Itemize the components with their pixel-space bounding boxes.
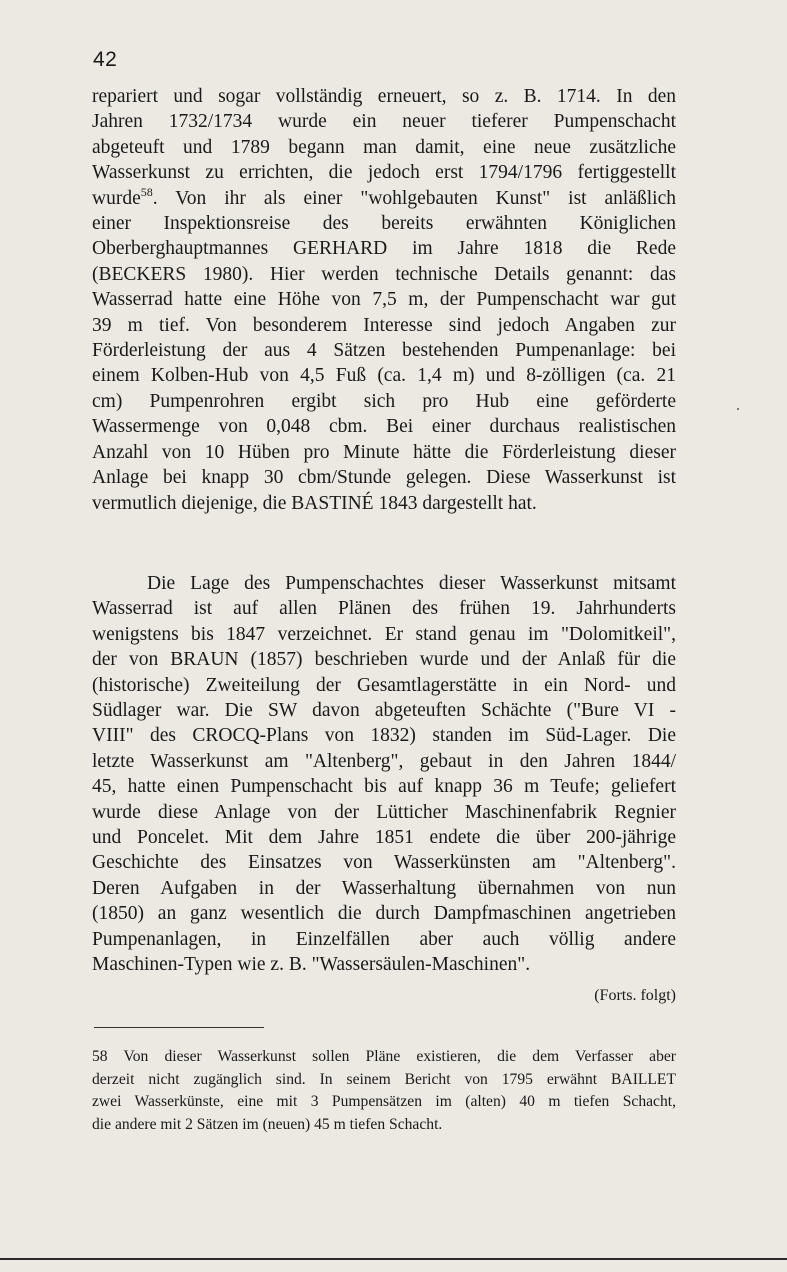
- text-line: der von BRAUN (1857) beschrieben wurde und der Anlaß für die: [92, 649, 676, 671]
- text-line: und Poncelet. Mit dem Jahre 1851 endete die über 200-jährige: [92, 827, 676, 849]
- text-line: abgeteuft und 1789 begann man damit, eine neue zusätzliche: [92, 136, 676, 158]
- footnote-line: die andere mit 2 Sätzen im (neuen) 45 m tiefen Schacht.: [92, 1115, 443, 1133]
- footnote-line: zwei Wasserkünste, eine mit 3 Pumpensätzen im (alten) 40 m tiefen Schacht,: [92, 1093, 676, 1110]
- text-line: Die Lage des Pumpenschachtes dieser Wasserkunst mitsamt: [147, 573, 676, 594]
- text-line: (BECKERS 1980). Hier werden technische Details genannt: das: [92, 263, 676, 285]
- paragraph-2: [92, 571, 676, 978]
- footnote: [92, 1046, 676, 1136]
- text-line: einem Kolben-Hub von 4,5 Fuß (ca. 1,4 m) und 8-zölligen (ca. 21: [92, 365, 676, 387]
- page-number: 42: [93, 48, 118, 71]
- text-line: Geschichte des Einsatzes von Wasserkünsten am "Altenberg".: [92, 852, 676, 874]
- text-line: VIII" des CROCQ-Plans von 1832) standen im Süd-Lager. Die: [92, 725, 676, 747]
- text-line: Wasserrad ist auf allen Plänen des frühen 19. Jahrhunderts: [92, 598, 676, 620]
- punctuation: .: [152, 187, 158, 209]
- text-line: wenigstens bis 1847 verzeichnet. Er stand genau im "Dolomitkeil",: [92, 623, 676, 645]
- text-line: Südlager war. Die SW davon abgeteuften Schächte ("Bure VI -: [92, 700, 676, 722]
- footnote-line: [92, 1046, 676, 1069]
- text-line: Deren Aufgaben in der Wasserhaltung übernahmen von nun: [92, 877, 676, 899]
- text-line: 45, hatte einen Pumpenschacht bis auf knapp 36 m Teufe; geliefert: [92, 776, 676, 798]
- page-bottom-edge: [0, 1258, 787, 1260]
- text-line: cm) Pumpenrohren ergibt sich pro Hub eine geförderte: [92, 390, 676, 412]
- text-line: Förderleistung der aus 4 Sätzen bestehenden Pumpenanlage: bei: [92, 340, 676, 362]
- text-line: vermutlich diejenige, die BASTINÉ 1843 dargestellt hat.: [92, 492, 537, 514]
- text-line: wurde diese Anlage von der Lütticher Maschinenfabrik Regnier: [92, 801, 676, 823]
- paragraph-1: [92, 84, 676, 516]
- text-line: Oberberghauptmannes GERHARD im Jahre 1818 die Rede: [92, 238, 676, 260]
- footnote-reference[interactable]: 58: [140, 184, 153, 199]
- text-line-with-footnote: [92, 186, 676, 211]
- text-line: Maschinen-Typen wie z. B. "Wassersäulen-Maschinen".: [92, 954, 531, 976]
- text-line: 39 m tief. Von besonderem Interesse sind jedoch Angaben zur: [92, 314, 676, 336]
- text-line: einer Inspektionsreise des bereits erwähnten Königlichen: [92, 213, 676, 235]
- text-line: Wassermenge von 0,048 cbm. Bei einer durchaus realistischen: [92, 416, 676, 438]
- text-line: (historische) Zweiteilung der Gesamtlagerstätte in ein Nord- und: [92, 674, 676, 696]
- text-line: Anzahl von 10 Hüben pro Minute hätte die Förderleistung dieser: [92, 441, 676, 463]
- text-line: letzte Wasserkunst am "Altenberg", gebaut in den Jahren 1844/: [92, 750, 676, 772]
- text-line: Anlage bei knapp 30 cbm/Stunde gelegen. Diese Wasserkunst ist: [92, 467, 676, 489]
- text-line: Jahren 1732/1734 wurde ein neuer tieferer Pumpenschacht: [92, 111, 676, 133]
- text-line: repariert und sogar vollständig erneuert, so z. B. 1714. In den: [92, 86, 676, 107]
- text-line: (1850) an ganz wesentlich die durch Dampfmaschinen angetrieben: [92, 903, 676, 925]
- text-line: Wasserkunst zu errichten, die jedoch erst 1794/1796 fertiggestellt: [92, 162, 676, 184]
- line-remainder: Von ihr als einer "wohlgebauten Kunst" ist anläßlich: [175, 187, 676, 209]
- continuation-note: (Forts. folgt): [594, 987, 676, 1004]
- page-speck: [737, 408, 739, 410]
- footnote-number: 58: [92, 1048, 108, 1065]
- text-line: Wasserrad hatte eine Höhe von 7,5 m, der Pumpenschacht war gut: [92, 289, 676, 311]
- footnote-divider: [94, 1027, 264, 1028]
- footnote-line: derzeit nicht zugänglich sind. In seinem Bericht von 1795 erwähnt BAILLET: [92, 1070, 676, 1088]
- word: wurde: [92, 187, 141, 209]
- text-line: Pumpenanlagen, in Einzelfällen aber auch völlig andere: [92, 928, 676, 950]
- footnote-text: Von dieser Wasserkunst sollen Pläne existieren, die dem Verfasser aber: [123, 1048, 676, 1065]
